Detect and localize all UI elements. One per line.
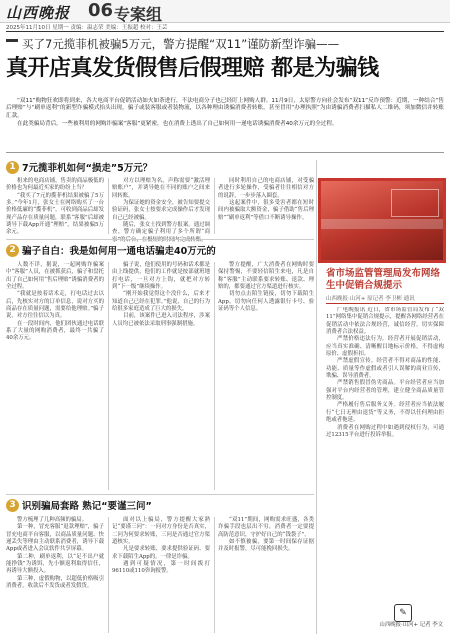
body-paragraph: “双11”期间，网购需求旺盛，各类诈骗手段也层出不穷，消费者一定要提高防范意识，守护好自己的“钱袋子”。 bbox=[218, 517, 314, 538]
body-paragraph: 同时利用自己的电商店铺，对受骗者进行多轮操作，受骗者往往相信对方的说辞，一步步落入圈套。 bbox=[218, 178, 314, 199]
body-paragraph: 警方梳理了几种高频的骗局。 bbox=[17, 517, 88, 523]
column-divider bbox=[214, 262, 215, 490]
body-paragraph: 广电晚报讯 近日，省市场监管局发布了“双11”网络集中促销合规提示，提醒各网络经营者在促销活动中依法合规经营，诚信经营，切实保障消费者合法权益。 bbox=[326, 307, 444, 336]
lead-paragraph: 在此类骗局背后，一些被利用的网购诈骗案“客服”更紧密，也在消费上透出了自己如何用一递电话诱骗消费者40余万元的全过程。 bbox=[17, 121, 338, 128]
body-paragraph: 严禁虚假宣传。经营者不得对商品的性能、功能、质量等作虚假或者引人误解的商业宣传，欺骗、误导消费者。 bbox=[326, 358, 444, 380]
lead-rule bbox=[6, 152, 444, 153]
body-paragraph: 面对以上骗局，警方提醒大家熟记“要谨三问”：一问对方身份是否真实，二问为何要求转账，三问是否通过官方渠道核实。 bbox=[112, 517, 210, 546]
body-paragraph: 严禁销售假冒伪劣商品。平台经营者应当加强对平台内经营者的管理，建立健全商品质量管控制度。 bbox=[326, 380, 444, 402]
dateline: 2025年11月10日 星期一 责编：温志荣 美编：王振超 校对：王芸 bbox=[6, 25, 168, 31]
body-paragraph: 凡是要求转账、要求提供验证码、要求下载陌生App的，一律是诈骗。 bbox=[112, 546, 210, 560]
sidebar-body bbox=[326, 307, 444, 599]
newspaper-logo: 山西晚报 bbox=[6, 4, 71, 22]
article-column bbox=[218, 262, 314, 313]
sidebar-divider bbox=[316, 160, 317, 634]
body-paragraph: 为保证她的资金安全，被告知要提交验证码，张女士按要求完成操作后才发现自己已经被骗。 bbox=[112, 200, 210, 221]
section-number-badge: 3 bbox=[6, 499, 19, 512]
column-divider bbox=[108, 517, 109, 633]
column-divider bbox=[214, 517, 215, 633]
body-paragraph: “我就是按着话术走，打电话过去以后，先核实对方的订单信息，说对方买的商品存在质量问题，需要给他理赔。”骗子说，对方往往信以为真。 bbox=[6, 291, 104, 320]
section-rule bbox=[6, 239, 314, 240]
masthead bbox=[0, 0, 450, 30]
article-kicker: 买了7元揽菲机被骗5万元，警方提醒“双11”谨防新型诈骗—— bbox=[22, 37, 340, 51]
article-column bbox=[218, 517, 314, 554]
body-paragraph: 第一种，冒充客服“退款理赔”，骗子冒充电商平台客服，以商品质量问题、快递丢失等理由主动联系消费者，诱导下载App或者进入会议软件共享屏幕。 bbox=[6, 524, 104, 553]
article-headline: 真开店真发货假售后假理赔 都是为骗钱 bbox=[6, 56, 379, 81]
sidebar-image bbox=[321, 181, 443, 260]
article-column bbox=[6, 178, 104, 237]
section-title: 骗子自白：我是如何用一通电话骗走40万元的 bbox=[22, 246, 216, 257]
section-number-badge: 1 bbox=[6, 161, 19, 174]
body-paragraph: 切勿点击陌生链接，切勿下载陌生App，切勿向任何人透露银行卡号、验证码等个人信息。 bbox=[218, 291, 314, 313]
body-paragraph: 骗子说，他们使用的号码和话术都是由上线提供，他们的工作就是按部就班地打电话，一旦对方上钩，就把对方转到“下一级”继续操作。 bbox=[112, 262, 210, 291]
article-lead bbox=[6, 98, 444, 130]
article-column bbox=[6, 517, 104, 590]
section-rule bbox=[6, 494, 314, 495]
article-column bbox=[112, 178, 210, 244]
section-heading-2 bbox=[6, 243, 216, 257]
sidebar-rule bbox=[326, 303, 444, 304]
body-paragraph: 第三种，虚假购物，以超低价格吸引消费者，收款后不发货或者发假货。 bbox=[6, 575, 104, 590]
body-paragraph: 在一段时间内，他们团伙通过电话联系了大量的网购消费者，最终一共骗了40余万元。 bbox=[6, 320, 104, 342]
body-paragraph: 警方提醒，广大消费者在网购时要保持警惕，不要轻信陌生来电，凡是自称“客服”主动联系要求转账、退款、理赔的，都要通过官方渠道进行核实。 bbox=[218, 262, 314, 291]
section-number-badge: 2 bbox=[6, 244, 19, 257]
page-number: 06 bbox=[88, 0, 114, 21]
lead-paragraph: “双11”购物狂欢即将到来，各大电商平台促销活动如火如荼进行，不法电商分子也已经盯上网购人群。11月9日，太原警方向社会发布“双11”反诈预警：近期，一种结合“售后理赔”与“刷单返利”的新型诈骗模式抬头出现，骗子或装客服或者装物流，以各种理由诱骗消费者转账，甚至冒用“办理执照”为由诱骗消费者扫描私人二维码，须加微信并转账汇款。 bbox=[6, 98, 444, 119]
article-column bbox=[218, 178, 314, 222]
column-divider bbox=[108, 262, 109, 490]
body-paragraph: 第二种，刷单返利，以“足不出户就能挣钱”为诱饵，先小额返利取得信任，再诱导大额投入。 bbox=[6, 553, 104, 575]
sidebar-footer: 山西晚报·山河+ 记者 李文 bbox=[379, 622, 443, 628]
article-column bbox=[112, 517, 210, 576]
sidebar-title: 省市场监管管理局发布网络生中促销合规提示 bbox=[326, 268, 441, 291]
body-paragraph: 如不慎被骗，要第一时间保存证据并及时报警，尽可能挽回损失。 bbox=[218, 539, 314, 553]
body-paragraph: 消费者在网购过程中如遇到侵权行为，可通过12315平台进行投诉举报。 bbox=[326, 424, 444, 438]
body-paragraph: 这起案件中，很多受害者都在短时间内被骗取大额资金，骗子借助“售后理赔”“刷单返利”等借口不断诱导操作。 bbox=[218, 200, 314, 221]
body-paragraph: 人数不详，据说，一起网购诈骗案中“客服”人员，在被抓获后，骗子和盘托出了自己如何用“售后理赔”诱骗消费者的全过程。 bbox=[6, 262, 104, 291]
body-paragraph: “刚开始我觉得这个没什么，后来才知道自己已经在犯罪。”他说，自己的行为给很多家庭造成了巨大的损失。 bbox=[112, 291, 210, 313]
column-divider bbox=[108, 178, 109, 234]
body-paragraph: 严禁价格违法行为。经营者开展促销活动，应当真实准确、清晰醒目地标示价格，不得虚构原价、虚假折扣。 bbox=[326, 336, 444, 358]
body-paragraph: “我买了7元的揽菲机结果被骗了5万多。”今年1月，张女士在网络购买了一台价格低廉的“揽菲机”，可收到商品后却发现产品存在质量问题，联系“客服”后却被诱导下载App开通“理赔”，结果被骗5万余元。 bbox=[6, 192, 104, 236]
section-heading-1 bbox=[6, 160, 152, 174]
section-heading-3 bbox=[6, 498, 152, 512]
kicker-bar bbox=[6, 39, 18, 42]
article-column bbox=[112, 262, 210, 328]
section-name: 专案组 bbox=[114, 5, 163, 24]
sidebar-photo bbox=[318, 178, 446, 263]
body-paragraph: 租来的电商店铺，售卖的商品极低的价格也为何最近买家的纷纷上当？ bbox=[6, 178, 104, 192]
body-paragraph: 随后，张女士找到警方报案。通过调查，警方确定骗子利用了多个所谓“商 bbox=[112, 222, 210, 236]
body-paragraph: 目前，该案件已进入司法程序，涉案人员均已被依法采取刑事强制措施。 bbox=[112, 313, 210, 327]
reporter-seal-icon: ✎ bbox=[394, 604, 412, 622]
masthead-rule bbox=[6, 31, 444, 32]
section-title: 7元揽菲机如何“损走”5万元？ bbox=[22, 163, 153, 174]
column-divider bbox=[214, 178, 215, 234]
section-title: 识别骗局套路 熟记“要谨三问” bbox=[22, 501, 152, 512]
sidebar-byline: 山西晚报·山河+ 原记者 李卫彬 通讯 bbox=[326, 296, 415, 302]
article-column bbox=[6, 262, 104, 343]
body-paragraph: 遇到可疑情况，第一时间拨打96110或110咨询报警。 bbox=[112, 561, 210, 575]
body-paragraph: 严格履行售后服务义务。经营者应当依法履行“七日无理由退货”等义务，不得以任何理由拒绝或者拖延。 bbox=[326, 402, 444, 424]
body-paragraph: 对方以理赔为名，声称需要“激活理赔账户”，并诱导她在不同的账户之间来回转账。 bbox=[112, 178, 210, 199]
